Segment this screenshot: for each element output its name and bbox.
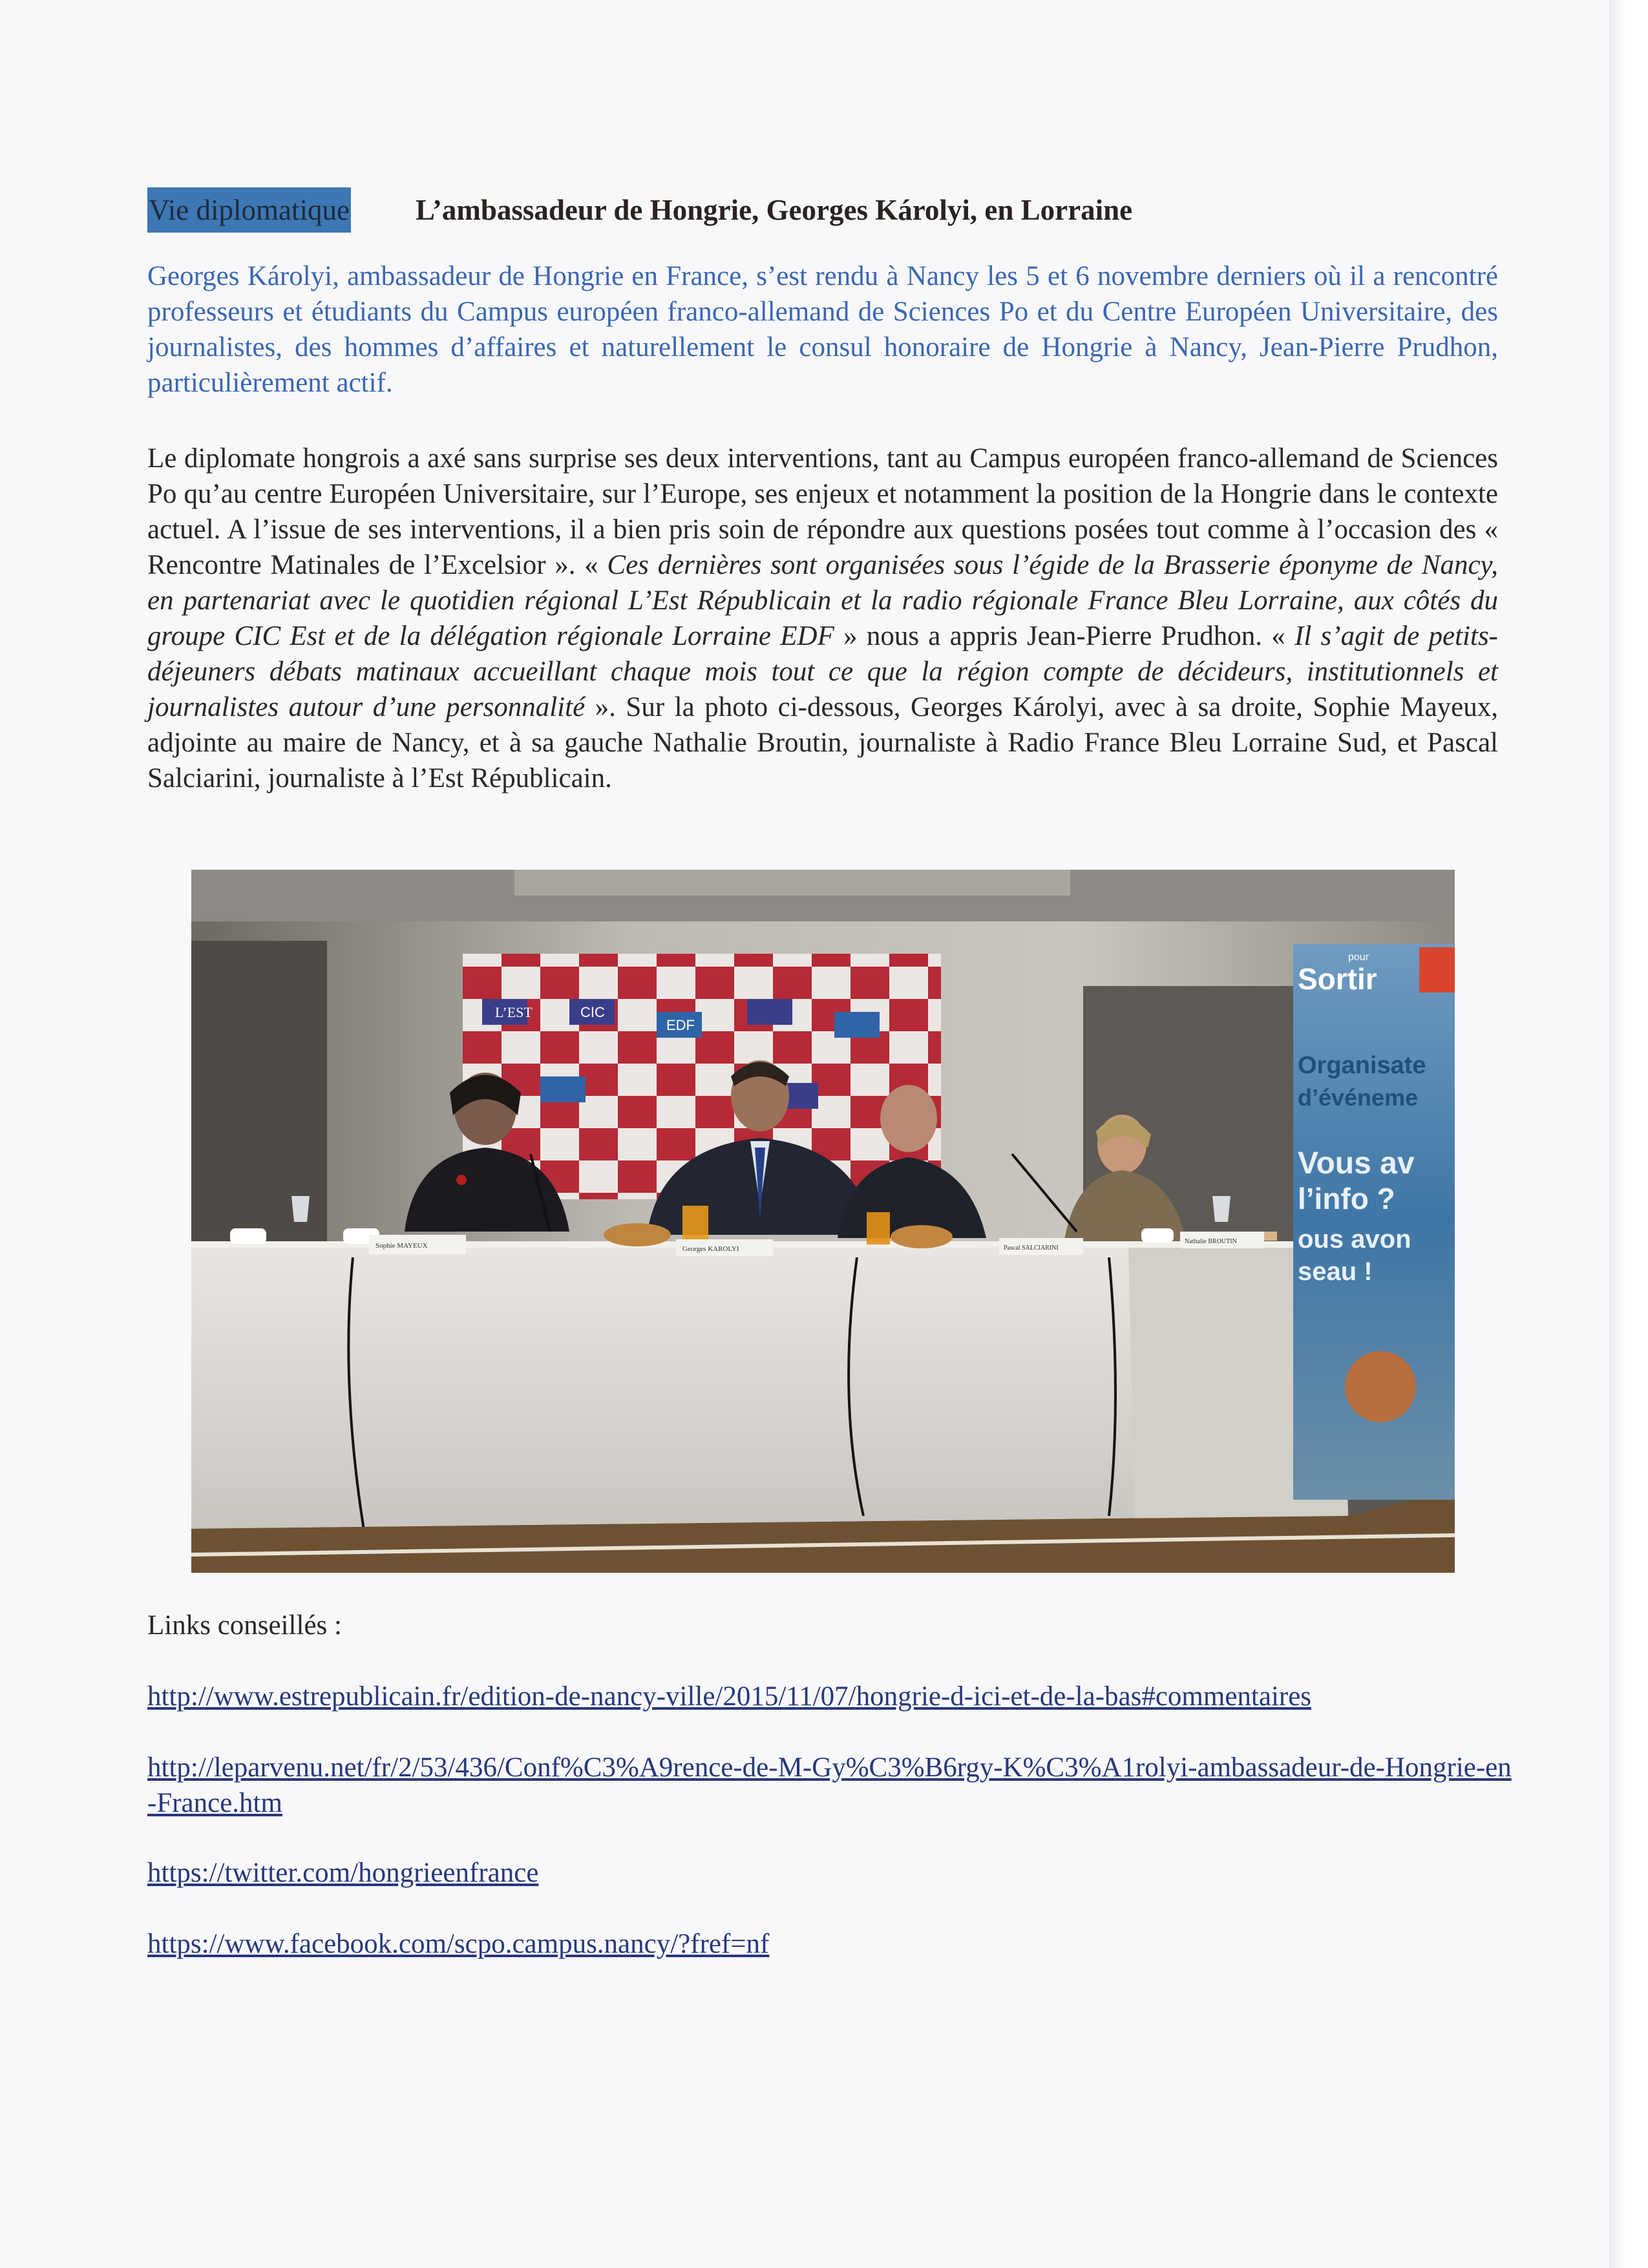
- section-tag: Vie diplomatique: [147, 187, 351, 233]
- link-leparvenu[interactable]: http://leparvenu.net/fr/2/53/436/Conf%C3%A9rence-de-M-Gy%C3%B6rgy-K%C3%A1rolyi-ambassadeur-de-Hongrie-en-France.htm: [147, 1752, 1512, 1818]
- backdrop-logo-3: EDF: [666, 1017, 695, 1033]
- promo-banner: [1293, 944, 1455, 1500]
- banner-line-2: Sortir: [1298, 962, 1377, 996]
- name-card-1: Sophie MAYEUX: [375, 1242, 428, 1250]
- lead-paragraph: Georges Károlyi, ambassadeur de Hongrie en France, s’est rendu à Nancy les 5 et 6 novembre derniers où il a rencontré professeurs et étudiants du Campus européen franco-allemand de Sciences Po et du Centre Européen Universitaire, des journalistes, des hommes d’affaires et naturellement le consul honoraire de Hongrie à Nancy, Jean-Pierre Prudhon, particulièrement actif.: [147, 261, 1498, 398]
- name-card-2: Georges KAROLYI: [682, 1245, 739, 1253]
- banner-line-7: ous avon: [1298, 1225, 1411, 1254]
- backdrop-logo-1: L’EST: [495, 1004, 533, 1020]
- banner-line-6: l’info ?: [1298, 1182, 1395, 1215]
- quote-1: Ces dernières sont organisées sous l’égide de la Brasserie éponyme de Nancy, en partenariat avec le quotidien régional L’Est Républicain et la radio régionale France Bleu Lorraine, aux côtés du groupe CIC Est et de la délégation régionale Lorraine EDF: [147, 550, 1498, 651]
- link-facebook[interactable]: https://www.facebook.com/scpo.campus.nancy/?fref=nf: [147, 1929, 770, 1959]
- link-twitter[interactable]: https://twitter.com/hongrieenfrance: [147, 1858, 539, 1888]
- banner-line-8: seau !: [1298, 1257, 1373, 1286]
- link-estrepublicain[interactable]: http://www.estrepublicain.fr/edition-de-nancy-ville/2015/11/07/hongrie-d-ici-et-de-la-bas#commentaires: [147, 1681, 1312, 1712]
- links-heading: Links conseillés :: [147, 1610, 342, 1641]
- banner-line-1: pour: [1348, 952, 1369, 963]
- body-text-2: » nous a appris Jean-Pierre Prudhon. «: [834, 621, 1295, 651]
- quote-2: Il s’agit de petits-déjeuners débats matinaux accueillant chaque mois tout ce que la région compte de décideurs, institutionnels et journalistes autour d’une personnalité: [147, 621, 1498, 722]
- article-header: [147, 187, 1505, 233]
- event-photo-drawing: [191, 870, 1455, 1573]
- tablecloth: [191, 1248, 1348, 1542]
- name-card-4: Nathalie BROUTIN: [1185, 1238, 1237, 1245]
- scan-edge: [1609, 0, 1648, 2268]
- body-text-3: ». Sur la photo ci-dessous, Georges Károlyi, avec à sa droite, Sophie Mayeux, adjointe au maire de Nancy, et à sa gauche Nathalie Broutin, journaliste à Radio France Bleu Lorraine Sud, et Pascal Salciarini, journaliste à l’Est Républicain.: [147, 692, 1498, 793]
- body-text-1: Le diplomate hongrois a axé sans surprise ses deux interventions, tant au Campus européen franco-allemand de Sciences Po qu’au centre Européen Universitaire, sur l’Europe, ses enjeux et notamment la position de la Hongrie dans le contexte actuel. A l’issue de ses interventions, il a bien pris soin de répondre aux questions posées tout comme à l’occasion des « Rencontre Matinales de l’Excelsior ». «: [147, 443, 1498, 580]
- body-paragraph: [147, 441, 1498, 796]
- banner-line-4: d’événeme: [1298, 1084, 1419, 1111]
- headline: L’ambassadeur de Hongrie, Georges Károlyi, en Lorraine: [415, 194, 1133, 226]
- banner-line-3: Organisate: [1298, 1052, 1426, 1079]
- event-photo: [191, 870, 1455, 1573]
- backdrop-logo-2: CIC: [580, 1004, 605, 1020]
- banner-line-5: Vous av: [1298, 1146, 1415, 1181]
- name-card-3: Pascal SALCIARINI: [1004, 1244, 1059, 1252]
